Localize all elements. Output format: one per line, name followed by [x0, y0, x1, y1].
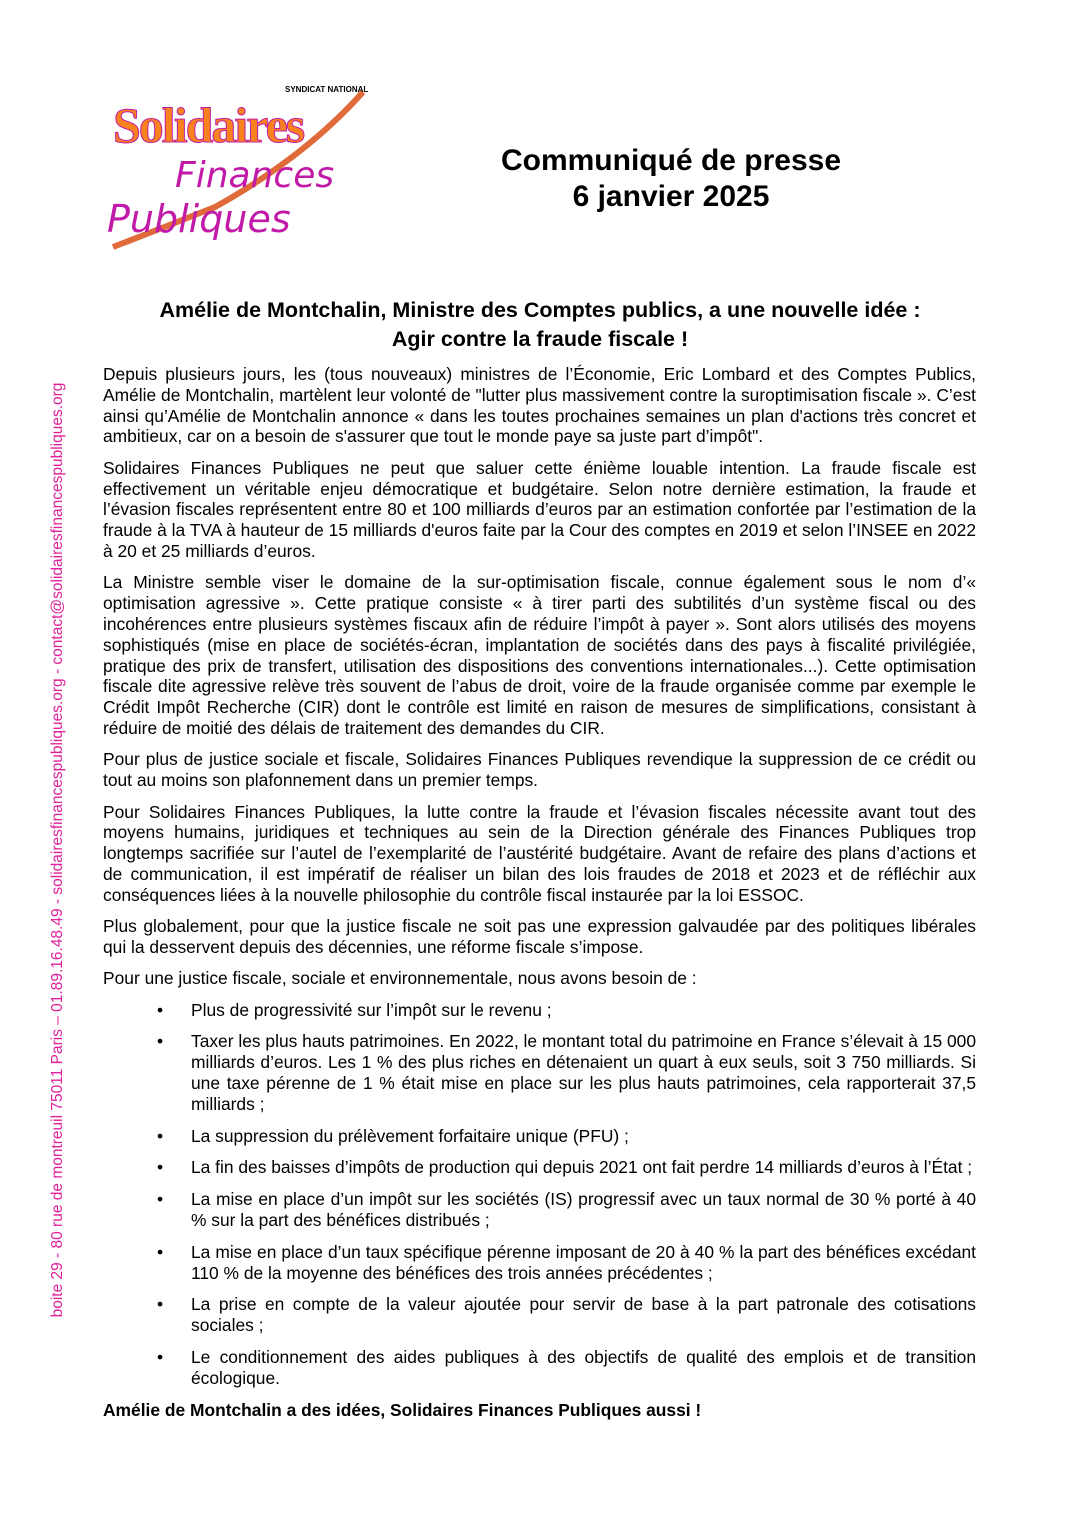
solidaires-finances-publiques-logo [105, 82, 370, 252]
bullet-icon: • [157, 1125, 164, 1146]
list-item [103, 1189, 976, 1231]
sidebar-contact-text: boite 29 - 80 rue de montreuil 75011 Paris – 01.89.16.48.49 - solidairesfinancespubliques.org - contact@solidairesfinancespubliques.org [49, 382, 66, 1318]
list-item [103, 1000, 976, 1021]
paragraph: La Ministre semble viser le domaine de la sur-optimisation fiscale, connue également sous le nom d’« optimisation agressive ». Cette pratique consiste « à tirer parti des subtilités d’un système fiscal ou des incohérences entre plusieurs systèmes fiscaux afin de réduire l’impôt à payer ». Sont alors utilisés des moyens sophistiqués (mise en place de sociétés-écran, implantation de sociétés dans des pays à fiscalité privilégiée, pratique des prix de transfert, utilisation des dispositions des conventions internationales...). Cette optimisation fiscale dite agressive relève très souvent de l’abus de droit, voire de la fraude organisée comme par exemple le Crédit Impôt Recherche (CIR) dont le contrôle est limité en raison de mesures de simplifications, consistant à réduire de moitié des délais de traitement des demandes du CIR. [103, 572, 976, 738]
logo-line3: Publiques [107, 197, 291, 241]
list-item [103, 1347, 976, 1389]
press-date: 6 janvier 2025 [572, 180, 770, 213]
bullet-icon: • [157, 1241, 164, 1262]
list-item-text: Le conditionnement des aides publiques à des objectifs de qualité des emplois et de transition écologique. [191, 1347, 976, 1388]
logo-line1: Solidaires [113, 97, 304, 153]
list-item-text: Taxer les plus hauts patrimoines. En 2022, le montant total du patrimoine en France s’élevait à 15 000 milliards d’euros. Les 1 % des plus riches en détenaient un quart à eux seuls, soit 3 750 milliards. Si une taxe pérenne de 1 % était mise en place sur les plus hauts patrimoines, cela rapporterait 37,5 milliards ; [191, 1031, 976, 1114]
paragraph: Plus globalement, pour que la justice fiscale ne soit pas une expression galvaudée par des politiques libérales qui la desservent depuis des décennies, une réforme fiscale s’impose. [103, 916, 976, 957]
closing-statement: Amélie de Montchalin a des idées, Solidaires Finances Publiques aussi ! [103, 1399, 702, 1420]
headline-line2: Agir contre la fraude fiscale ! [391, 327, 689, 351]
list-item-text: La prise en compte de la valeur ajoutée pour servir de base à la part patronale des cotisations sociales ; [191, 1294, 976, 1336]
press-title: Communiqué de presse [500, 144, 842, 177]
paragraph: Depuis plusieurs jours, les (tous nouveaux) ministres de l’Économie, Eric Lombard et des Comptes Publics, Amélie de Montchalin, martèlent leur volonté de "lutter plus massivement contre la suroptimisation fiscale ». C’est ainsi qu’Amélie de Montchalin annonce « dans les toutes prochaines semaines un plan d'actions très concret et ambitieux, car on a besoin de s'assurer que tout le monde paye sa juste part d’impôt". [103, 364, 976, 447]
bullet-icon: • [157, 1347, 164, 1368]
paragraph: Solidaires Finances Publiques ne peut que saluer cette énième louable intention. La fraude fiscale est effectivement un véritable enjeu démocratique et budgétaire. Selon notre dernière estimation, la fraude et l’évasion fiscales représentent entre 80 et 100 milliards d’euros par an estimation confortée par l’estimation de la fraude à la TVA à hauteur de 15 milliards d'euros faite par la Cour des comptes en 2019 et selon l’INSEE en 2022 à 20 et 25 milliards d’euros. [103, 457, 976, 561]
list-item [103, 1031, 976, 1114]
headline [100, 296, 980, 354]
list-item-text: La fin des baisses d’impôts de production qui depuis 2021 ont fait perdre 14 milliards d’euros à l’État ; [191, 1157, 973, 1178]
list-item-text: La mise en place d’un taux spécifique pérenne imposant de 20 à 40 % la part des bénéfices excédant 110 % de la moyenne des bénéfices des trois années précédentes ; [191, 1241, 976, 1283]
list-item-text: Plus de progressivité sur l’impôt sur le revenu ; [191, 999, 552, 1020]
list-item [103, 1126, 976, 1147]
paragraph: Pour plus de justice sociale et fiscale, Solidaires Finances Publiques revendique la suppression de ce crédit ou tout au moins son plafonnement dans un premier temps. [103, 749, 976, 791]
bullet-icon: • [157, 1157, 164, 1178]
paragraph: Pour Solidaires Finances Publiques, la lutte contre la fraude et l’évasion fiscales nécessite avant tout des moyens humains, juridiques et techniques au sein de la Direction générale des Finances Publiques trop longtemps sacrifiée sur l’autel de l’exemplarité de l’austérité budgétaire. Avant de refaire des plans d’actions et de communication, il est impératif de réaliser un bilan des lois fraudes de 2018 et 2023 et de réfléchir aux conséquences liées à la nouvelle philosophie du contrôle fiscal instaurée par la loi ESSOC. [103, 801, 976, 905]
list-item [103, 1294, 976, 1336]
list-item [103, 1242, 976, 1284]
list-item-text: La suppression du prélèvement forfaitaire unique (PFU) ; [191, 1125, 629, 1146]
list-item-text: La mise en place d’un impôt sur les sociétés (IS) progressif avec un taux normal de 30 % porté à 40 % sur la part des bénéfices distribués ; [191, 1189, 976, 1231]
bullet-icon: • [157, 999, 164, 1020]
paragraph: Pour une justice fiscale, sociale et environnementale, nous avons besoin de : [103, 968, 697, 989]
demands-list [103, 1000, 976, 1389]
press-header [460, 143, 882, 215]
list-item [103, 1157, 976, 1178]
bullet-icon: • [157, 1294, 164, 1315]
body-text [103, 364, 976, 1431]
headline-line1: Amélie de Montchalin, Ministre des Comptes publics, a une nouvelle idée : [159, 298, 921, 322]
bullet-icon: • [157, 1189, 164, 1210]
logo-top-text: SYNDICAT NATIONAL [285, 85, 369, 94]
bullet-icon: • [157, 1031, 164, 1052]
logo-line2: Finances [175, 155, 335, 196]
